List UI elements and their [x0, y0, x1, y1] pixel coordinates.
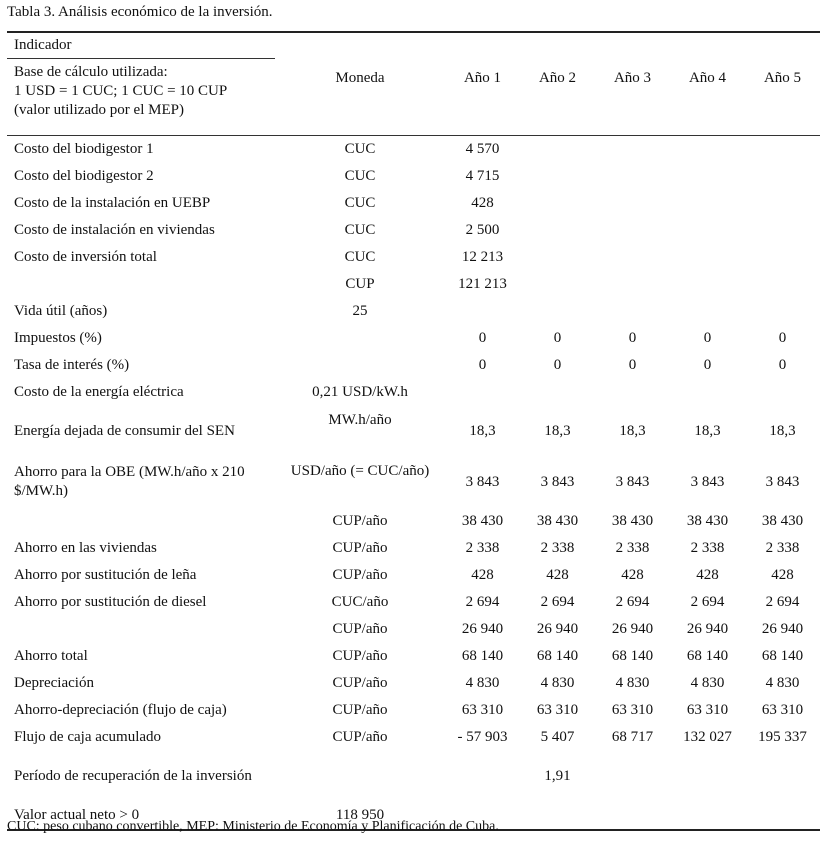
base-line: 1 USD = 1 CUC; 1 CUC = 10 CUP	[14, 83, 228, 99]
year-5-cell: 428	[771, 566, 794, 583]
year-1-cell: 63 310	[461, 701, 504, 718]
year-2-cell	[520, 190, 595, 217]
year-3-cell: 2 338	[615, 539, 650, 556]
year-3-cell	[595, 271, 670, 298]
year-5-cell	[745, 271, 820, 298]
header-year-2: Año 2	[520, 59, 595, 136]
year-1-cell: 12 213	[461, 248, 504, 265]
table-row	[7, 352, 820, 379]
year-4-cell: 132 027	[683, 728, 732, 745]
indicator-cell: Período de recuperación de la inversión	[14, 767, 252, 784]
currency-cell: 0,21 USD/kW.h	[312, 383, 408, 400]
year-5-cell: 2 338	[765, 539, 800, 556]
table-row	[7, 589, 820, 616]
year-4-cell: 4 830	[690, 674, 725, 691]
indicator-cell: Depreciación	[14, 674, 94, 691]
year-5-cell: 26 940	[761, 620, 804, 637]
year-4-cell	[670, 271, 745, 298]
year-2-cell: 2 338	[540, 539, 575, 556]
year-3-cell	[595, 802, 670, 829]
year-2-cell	[520, 298, 595, 325]
year-4-cell: 0	[703, 329, 712, 346]
indicator-cell: Costo del biodigestor 2	[14, 167, 154, 184]
year-4-cell	[670, 163, 745, 190]
year-1-cell: - 57 903	[457, 728, 508, 745]
year-2-cell: 0	[553, 356, 562, 373]
year-2-cell	[520, 379, 595, 406]
year-3-cell: 2 694	[615, 593, 650, 610]
year-5-cell: 195 337	[758, 728, 807, 745]
year-1-cell: 0	[478, 356, 487, 373]
year-3-cell	[595, 298, 670, 325]
year-5-cell: 0	[778, 356, 787, 373]
year-2-cell: 4 830	[540, 674, 575, 691]
table-row	[7, 298, 820, 325]
year-5-cell: 3 843	[765, 473, 800, 490]
year-3-cell	[595, 751, 670, 802]
year-3-cell: 63 310	[611, 701, 654, 718]
indicator-cell: Flujo de caja acumulado	[14, 728, 162, 745]
year-1-cell: 121 213	[458, 275, 507, 292]
year-1-cell: 3 843	[465, 473, 500, 490]
year-2-cell	[520, 802, 595, 829]
year-5-cell: 63 310	[761, 701, 804, 718]
table-row	[7, 724, 820, 751]
year-3-cell: 18,3	[619, 422, 646, 439]
year-4-cell	[670, 217, 745, 244]
year-5-cell	[745, 135, 820, 163]
year-4-cell: 428	[696, 566, 719, 583]
year-1-cell: 2 500	[465, 221, 500, 238]
year-3-cell: 428	[621, 566, 644, 583]
indicator-cell: Ahorro-depreciación (flujo de caja)	[14, 701, 227, 718]
year-1-cell: 428	[471, 566, 494, 583]
table-row	[7, 670, 820, 697]
year-2-cell: 0	[553, 329, 562, 346]
year-5-cell	[745, 163, 820, 190]
year-2-cell	[520, 271, 595, 298]
currency-cell: CUP/año	[332, 539, 388, 556]
year-3-cell: 26 940	[611, 620, 654, 637]
indicator-cell: Vida útil (años)	[14, 302, 108, 319]
currency-cell: 118 950	[335, 806, 385, 823]
table-row	[7, 135, 820, 163]
year-3-cell: 0	[628, 356, 637, 373]
currency-cell: CUP/año	[332, 647, 388, 664]
currency-cell: CUC	[344, 140, 376, 157]
currency-cell	[275, 325, 445, 352]
indicator-cell: Energía dejada de consumir del SEN	[14, 422, 235, 439]
year-3-cell: 68 140	[611, 647, 654, 664]
year-5-cell: 0	[778, 329, 787, 346]
indicator-cell: Ahorro por sustitución de leña	[14, 566, 197, 583]
table-footnote: CUC: peso cubano convertible, MEP: Ministerio de Economía y Planificación de Cuba.	[7, 819, 499, 834]
year-2-cell: 38 430	[536, 512, 579, 529]
year-2-cell: 68 140	[536, 647, 579, 664]
header-year-1: Año 1	[445, 59, 520, 136]
header-year-3: Año 3	[595, 59, 670, 136]
table-body	[7, 135, 820, 829]
year-4-cell: 0	[703, 356, 712, 373]
year-1-cell: 18,3	[469, 422, 496, 439]
indicator-cell: Costo de la energía eléctrica	[14, 383, 184, 400]
year-1-cell: 4 715	[465, 167, 500, 184]
header-year-4: Año 4	[670, 59, 745, 136]
currency-cell: CUP/año	[332, 674, 388, 691]
year-1-cell	[445, 751, 520, 802]
year-5-cell: 68 140	[761, 647, 804, 664]
table-row	[7, 325, 820, 352]
indicator-cell	[7, 508, 275, 535]
indicator-cell: Ahorro por sustitución de diesel	[14, 593, 207, 610]
table-row	[7, 751, 820, 802]
year-1-cell: 428	[471, 194, 494, 211]
year-3-cell	[595, 190, 670, 217]
header-year-5: Año 5	[745, 59, 820, 136]
year-4-cell: 38 430	[686, 512, 729, 529]
year-4-cell	[670, 190, 745, 217]
year-1-cell	[445, 298, 520, 325]
year-2-cell: 26 940	[536, 620, 579, 637]
indicator-cell	[7, 271, 275, 298]
header-base-calculo	[7, 59, 275, 136]
year-4-cell	[670, 244, 745, 271]
year-5-cell	[745, 802, 820, 829]
table-row	[7, 508, 820, 535]
table-row	[7, 643, 820, 670]
currency-cell: USD/año (= CUC/año)	[290, 462, 430, 479]
table-row	[7, 535, 820, 562]
year-5-cell: 4 830	[765, 674, 800, 691]
year-4-cell: 18,3	[694, 422, 721, 439]
table-row	[7, 457, 820, 508]
indicator-cell: Costo de inversión total	[14, 248, 157, 265]
currency-cell: CUP/año	[332, 728, 388, 745]
header-moneda: Moneda	[275, 59, 445, 136]
year-2-cell	[520, 217, 595, 244]
table-row	[7, 190, 820, 217]
year-3-cell: 38 430	[611, 512, 654, 529]
currency-cell: CUC/año	[331, 593, 389, 610]
year-5-cell: 38 430	[761, 512, 804, 529]
table-row	[7, 406, 820, 457]
year-3-cell: 4 830	[615, 674, 650, 691]
year-4-cell	[670, 379, 745, 406]
year-1-cell: 4 830	[465, 674, 500, 691]
currency-cell: CUC	[344, 221, 376, 238]
year-2-cell: 1,91	[544, 767, 571, 784]
year-3-cell: 68 717	[611, 728, 654, 745]
indicator-cell: Costo del biodigestor 1	[14, 140, 154, 157]
indicator-cell: Valor actual neto > 0	[14, 806, 140, 823]
year-4-cell	[670, 802, 745, 829]
currency-cell: CUP	[345, 275, 375, 292]
currency-cell	[275, 751, 445, 802]
year-5-cell	[745, 379, 820, 406]
year-1-cell: 2 338	[465, 539, 500, 556]
year-2-cell: 63 310	[536, 701, 579, 718]
year-3-cell	[595, 163, 670, 190]
year-4-cell	[670, 298, 745, 325]
table-row	[7, 697, 820, 724]
year-4-cell: 68 140	[686, 647, 729, 664]
indicator-cell: Ahorro para la OBE (MW.h/año x 210 $/MW.h)	[14, 464, 245, 499]
currency-cell: CUP/año	[332, 566, 388, 583]
year-1-cell: 2 694	[465, 593, 500, 610]
year-2-cell	[520, 163, 595, 190]
header-indicador: Indicador	[7, 33, 275, 59]
indicator-cell: Costo de instalación en viviendas	[14, 221, 215, 238]
indicator-cell: Impuestos (%)	[14, 329, 102, 346]
table-row	[7, 217, 820, 244]
year-3-cell	[595, 379, 670, 406]
table-row	[7, 379, 820, 406]
year-3-cell	[595, 135, 670, 163]
indicator-cell: Ahorro total	[14, 647, 88, 664]
year-1-cell: 0	[478, 329, 487, 346]
year-5-cell: 18,3	[769, 422, 796, 439]
table-caption: Tabla 3. Análisis económico de la inversión.	[7, 4, 273, 20]
year-4-cell: 2 338	[690, 539, 725, 556]
table-row	[7, 163, 820, 190]
base-line: (valor utilizado por el MEP)	[14, 102, 184, 118]
year-1-cell: 26 940	[461, 620, 504, 637]
year-2-cell: 3 843	[540, 473, 575, 490]
currency-cell: CUP/año	[332, 701, 388, 718]
year-4-cell: 3 843	[690, 473, 725, 490]
year-4-cell	[670, 751, 745, 802]
currency-cell: CUP/año	[332, 620, 388, 637]
year-2-cell: 428	[546, 566, 569, 583]
currency-cell: 25	[352, 302, 368, 319]
year-4-cell: 2 694	[690, 593, 725, 610]
year-2-cell: 18,3	[544, 422, 571, 439]
table-row	[7, 616, 820, 643]
year-5-cell	[745, 244, 820, 271]
year-4-cell	[670, 135, 745, 163]
year-5-cell	[745, 298, 820, 325]
currency-cell: CUC	[344, 194, 376, 211]
year-2-cell	[520, 135, 595, 163]
table-row	[7, 271, 820, 298]
economic-analysis-table	[7, 31, 820, 831]
currency-cell: MW.h/año	[328, 411, 392, 428]
indicator-cell: Tasa de interés (%)	[14, 356, 130, 373]
year-4-cell: 26 940	[686, 620, 729, 637]
year-3-cell: 3 843	[615, 473, 650, 490]
currency-cell: CUC	[344, 167, 376, 184]
table-row	[7, 244, 820, 271]
year-1-cell	[445, 379, 520, 406]
table-row	[7, 562, 820, 589]
currency-cell: CUC	[344, 248, 376, 265]
year-1-cell: 38 430	[461, 512, 504, 529]
year-3-cell	[595, 244, 670, 271]
year-3-cell: 0	[628, 329, 637, 346]
indicator-cell: Costo de la instalación en UEBP	[14, 194, 211, 211]
year-5-cell: 2 694	[765, 593, 800, 610]
indicator-cell: Ahorro en las viviendas	[14, 539, 157, 556]
year-2-cell: 5 407	[540, 728, 575, 745]
year-2-cell: 2 694	[540, 593, 575, 610]
indicator-cell	[7, 616, 275, 643]
year-2-cell	[520, 244, 595, 271]
year-5-cell	[745, 217, 820, 244]
year-5-cell	[745, 751, 820, 802]
year-1-cell: 68 140	[461, 647, 504, 664]
year-1-cell: 4 570	[465, 140, 500, 157]
currency-cell	[275, 352, 445, 379]
year-5-cell	[745, 190, 820, 217]
currency-cell: CUP/año	[332, 512, 388, 529]
year-4-cell: 63 310	[686, 701, 729, 718]
base-line: Base de cálculo utilizada:	[14, 64, 168, 80]
year-3-cell	[595, 217, 670, 244]
